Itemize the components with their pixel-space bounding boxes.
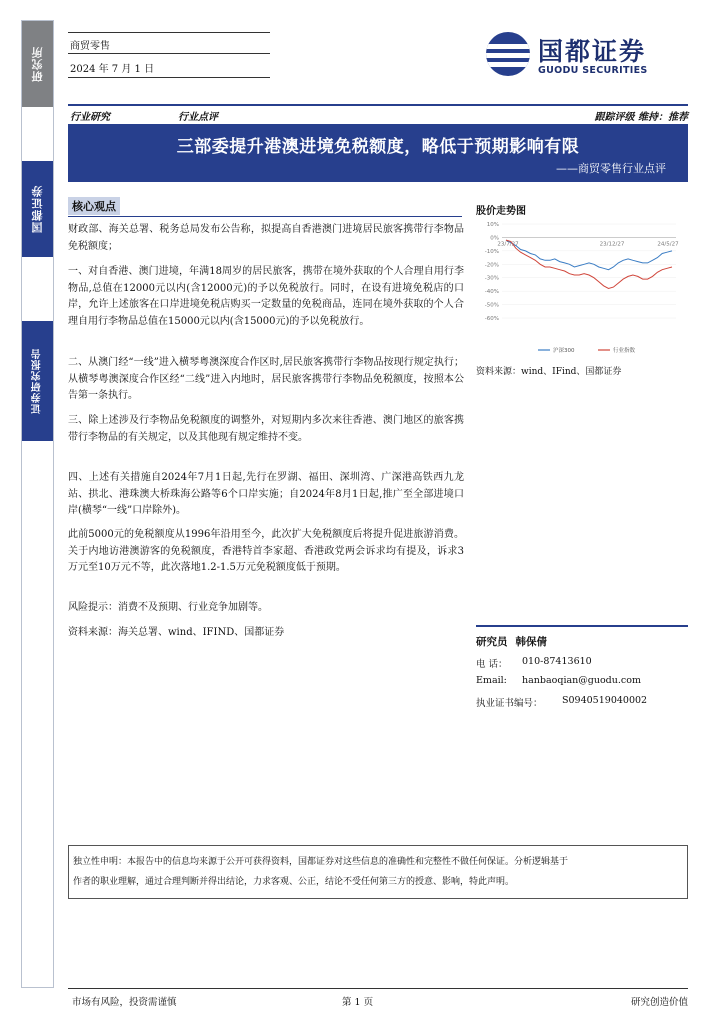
stock-price-chart — [476, 218, 686, 358]
paragraph-intro: 财政部、海关总署、税务总局发布公告称，拟提高自香港澳门进境居民旅客携带行李物品免税额度； — [68, 224, 464, 252]
analyst-heading — [476, 634, 547, 649]
paragraph-item-2: 二、从澳门经“一线”进入横琴粤澳深度合作区时,居民旅客携带行李物品按现行规定执行；从横琴粤澳深度合作区经“二线”进入内地时，居民旅客携带行李物品免税额度，按照本公告第一条执行。 — [68, 357, 464, 401]
analyst-cert: S0940519040002 — [562, 695, 648, 706]
report-type-row — [68, 108, 688, 124]
report-title: 三部委提升港澳进境免税额度，略低于预期影响有限 — [176, 137, 580, 157]
paragraph-item-1: 一、对自香港、澳门进境，年满18周岁的居民旅客，携带在境外获取的个人合理自用行李物品,总值在12000元以内(含12000元)的予以免税放行。同时，在设有进境免税店的口岸，允许上述旅客在口岸进境免税店购买一定数量的免税商品，连同在境外获取的个人合理自用行李物品总值在15000元以内(含15000元)的予以免税放行。 — [68, 266, 464, 327]
y-tick-label: -20% — [484, 262, 499, 269]
chart-source: 资料来源：wind、IFind、国都证券 — [476, 367, 622, 377]
logo-mark-icon — [486, 32, 530, 76]
analyst-phone: 010-87413610 — [522, 656, 592, 667]
logo-cn-text: 国都证券 — [538, 37, 647, 66]
analyst-cert-label: 执业证书编号： — [476, 698, 543, 709]
side-label-report-type: 证券研究报告 — [22, 321, 53, 441]
side-bar — [21, 20, 54, 988]
side-label-institute: 研究所 — [22, 21, 53, 107]
analyst-name: 韩保倩 — [515, 636, 547, 648]
side-label-company: 国都证券 — [22, 161, 53, 257]
rating-label: 跟踪评级 维持：推荐 — [594, 112, 688, 123]
disclaimer-box — [68, 845, 688, 899]
header-date: 2024 年 7 月 1 日 — [70, 64, 155, 75]
x-tick-label: 23/7/27 — [497, 241, 519, 248]
y-tick-label: -40% — [484, 289, 499, 296]
legend-label: 沪深300 — [553, 348, 575, 354]
analyst-phone-row — [476, 656, 592, 670]
paragraph-source: 资料来源：海关总署、wind、IFIND、国都证券 — [68, 627, 285, 638]
analyst-rule — [476, 625, 688, 627]
footer-page-number: 第 1 页 — [342, 997, 374, 1008]
analyst-email-label: Email: — [476, 675, 507, 686]
y-tick-label: -50% — [484, 302, 499, 309]
report-type-industry: 行业研究 — [70, 112, 110, 123]
analyst-email[interactable]: hanbaoqian@guodu.com — [522, 675, 641, 686]
footer-slogan: 研究创造价值 — [630, 997, 688, 1008]
report-subtitle: ——商贸零售行业点评 — [556, 162, 666, 175]
header-category: 商贸零售 — [70, 41, 110, 52]
core-view-heading: 核心观点 — [68, 197, 120, 215]
report-type-comment: 行业点评 — [178, 112, 218, 123]
paragraph-item-3: 三、除上述涉及行李物品免税额度的调整外，对短期内多次来往香港、澳门地区的旅客携带行李物品的有关规定，以及其他现有规定维持不变。 — [68, 415, 464, 443]
y-tick-label: -10% — [484, 248, 499, 255]
analyst-cert-row — [476, 695, 648, 709]
paragraph-analysis: 此前5000元的免税额度从1996年沿用至今，此次扩大免税额度后将提升促进旅游消费。关于内地访港澳游客的免税额度，香港特首李家超、香港政党两会诉求均有提及，诉求3万元至10万元不等，此次落地1.2-1.5万元免税额度低于预期。 — [68, 529, 464, 573]
x-tick-label: 24/5/27 — [657, 241, 679, 248]
series-line-1 — [506, 240, 672, 270]
analyst-email-row — [476, 675, 641, 686]
analyst-phone-label: 电 话： — [476, 659, 508, 670]
header-rule-mid — [68, 53, 270, 54]
footer-rule — [68, 988, 688, 989]
logo-en-text: GUODU SECURITIES — [538, 65, 648, 76]
legend-label: 行业指数 — [613, 348, 636, 354]
disclaimer-line-1: 独立性申明：本报告中的信息均来源于公开可获得资料，国都证券对这些信息的准确性和完整性不做任何保证。分析逻辑基于 — [73, 857, 569, 867]
disclaimer-line-2: 作者的职业理解，通过合理判断并得出结论，力求客观、公正，结论不受任何第三方的授意、影响，特此声明。 — [73, 877, 515, 887]
y-tick-label: 0% — [490, 235, 499, 242]
company-logo — [480, 30, 690, 82]
core-view-rule — [68, 216, 462, 217]
footer-risk-note: 市场有风险，投资需谨慎 — [72, 997, 177, 1008]
band-rule — [68, 104, 688, 106]
chart-heading: 股价走势图 — [476, 206, 526, 217]
x-tick-label: 23/12/27 — [599, 241, 625, 248]
paragraph-item-4: 四、上述有关措施自2024年7月1日起,先行在罗湖、福田、深圳湾、广深港高铁西九龙站、拱北、港珠澳大桥珠海公路等6个口岸实施；自2024年8月1日起,推广至全部进境口岸(横琴“一线”口岸除外)。 — [68, 472, 464, 516]
paragraph-risk: 风险提示：消费不及预期、行业竞争加剧等。 — [68, 602, 268, 613]
header-rule-top — [68, 32, 270, 33]
y-tick-label: -60% — [484, 316, 499, 322]
header-rule-bottom — [68, 77, 270, 78]
y-tick-label: 10% — [486, 222, 499, 228]
title-band — [68, 124, 688, 182]
core-view-header — [68, 197, 462, 217]
analyst-label: 研究员 — [476, 636, 508, 648]
y-tick-label: -30% — [484, 275, 499, 282]
